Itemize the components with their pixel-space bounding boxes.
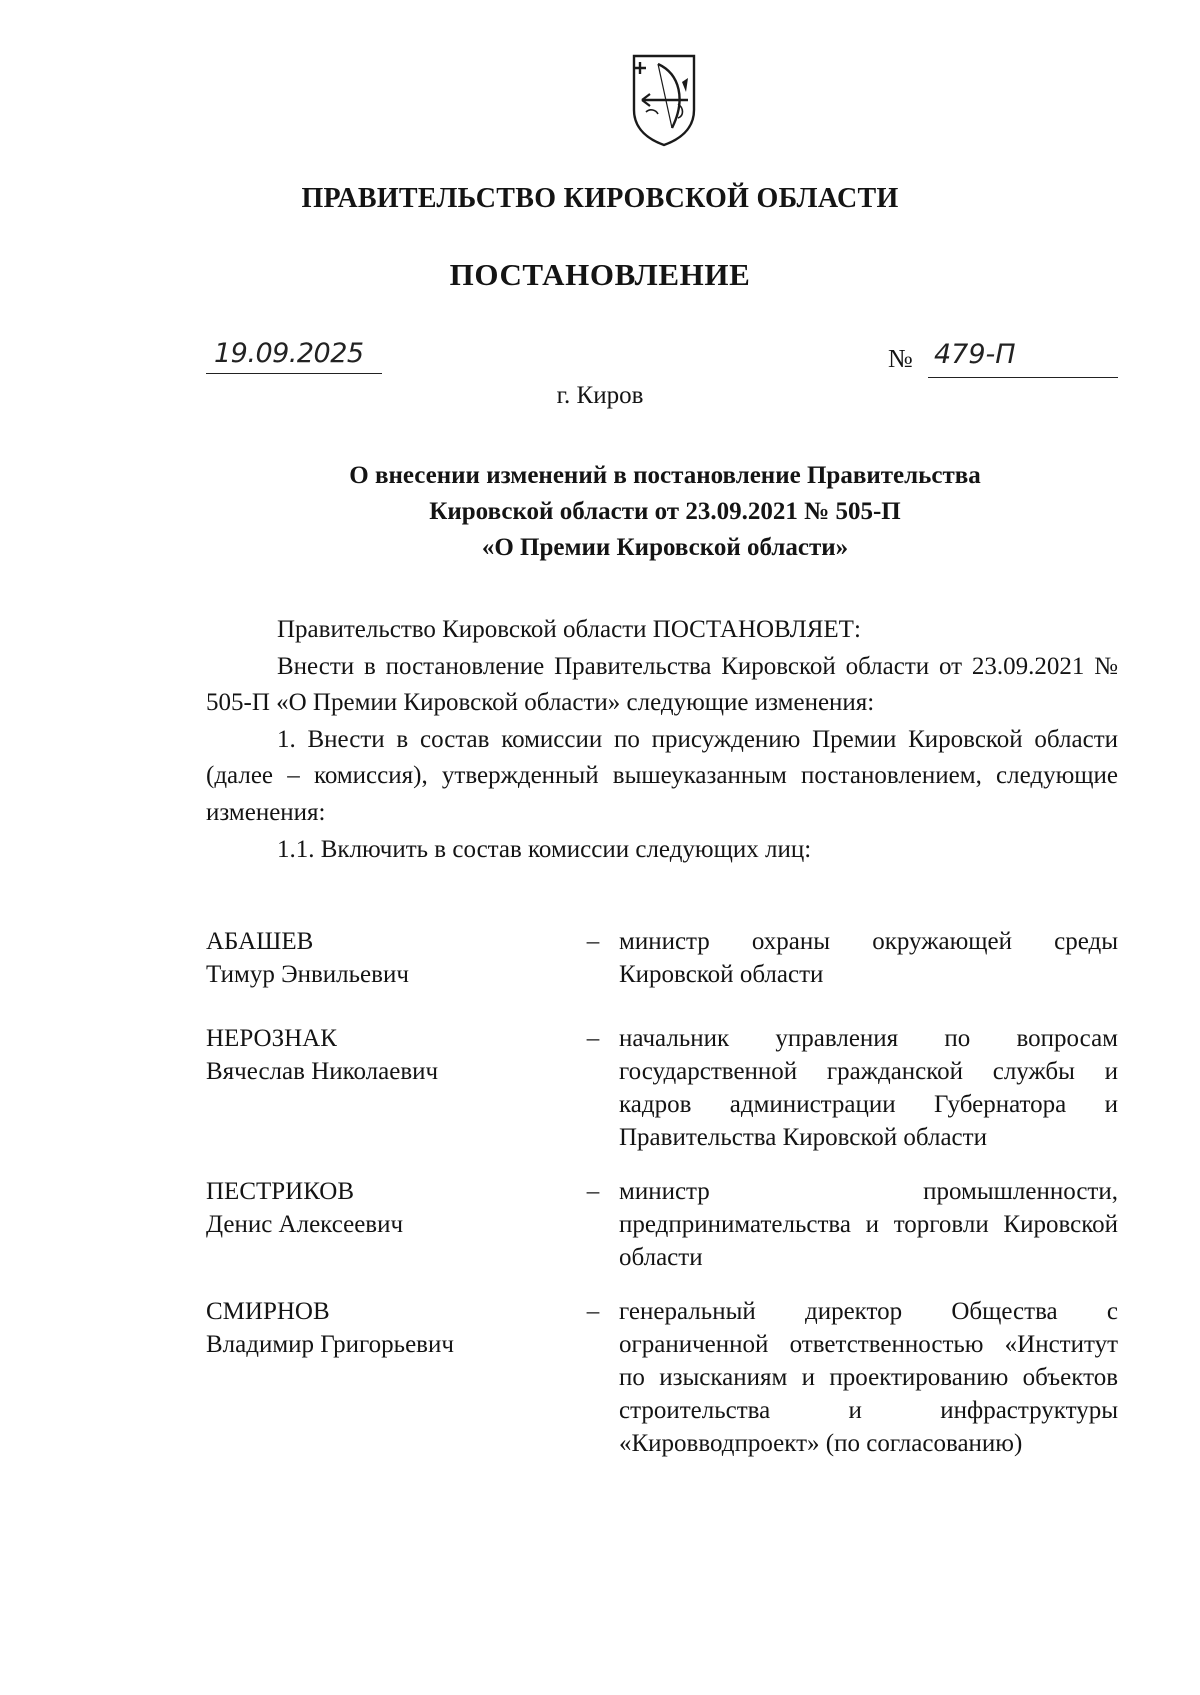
member-given-name: Денис Алексеевич bbox=[206, 1211, 404, 1238]
number-underline bbox=[928, 377, 1118, 378]
member-entry bbox=[206, 1022, 1118, 1175]
document-date bbox=[206, 338, 382, 378]
member-given-name: Тимур Энвильевич bbox=[206, 961, 409, 988]
member-name bbox=[206, 925, 546, 991]
document-type: ПОСТАНОВЛЕНИЕ bbox=[449, 257, 751, 292]
member-dash: – bbox=[586, 1178, 600, 1205]
paragraph-item-1-1: 1.1. Включить в состав комиссии следующих лиц: bbox=[277, 835, 812, 863]
member-name bbox=[206, 1022, 546, 1088]
member-name bbox=[206, 1295, 546, 1361]
member-role: министр охраны окружающей среды Кировской области bbox=[619, 928, 1118, 988]
member-given-name: Владимир Григорьевич bbox=[206, 1331, 454, 1358]
commission-members-list bbox=[206, 925, 1118, 1515]
number-value: 479-П bbox=[934, 339, 1016, 370]
document-body bbox=[206, 612, 1118, 868]
issuing-authority: ПРАВИТЕЛЬСТВО КИРОВСКОЙ ОБЛАСТИ bbox=[301, 183, 899, 214]
date-underline bbox=[206, 373, 382, 374]
title-line-2: Кировской области от 23.09.2021 № 505-П bbox=[429, 498, 901, 525]
member-given-name: Вячеслав Николаевич bbox=[206, 1058, 439, 1085]
member-entry bbox=[206, 1295, 1118, 1515]
member-role: начальник управления по вопросам государственной гражданской службы и кадров администрации Губернатора и Правительства Кировской области bbox=[619, 1025, 1118, 1151]
member-name bbox=[206, 1175, 546, 1241]
member-role: министр промышленности, предпринимательства и торговли Кировской области bbox=[619, 1178, 1118, 1271]
member-surname: НЕРОЗНАК bbox=[206, 1025, 337, 1052]
coat-of-arms-icon bbox=[628, 52, 700, 148]
member-dash: – bbox=[586, 928, 600, 955]
member-surname: СМИРНОВ bbox=[206, 1298, 330, 1325]
document-title bbox=[0, 458, 1200, 566]
date-value: 19.09.2025 bbox=[214, 338, 364, 369]
member-entry bbox=[206, 1175, 1118, 1295]
document-number bbox=[888, 339, 1118, 384]
city: г. Киров bbox=[556, 382, 644, 409]
member-entry bbox=[206, 925, 1118, 1022]
member-dash: – bbox=[586, 1025, 600, 1052]
member-dash: – bbox=[586, 1298, 600, 1325]
member-surname: АБАШЕВ bbox=[206, 928, 314, 955]
paragraph-item-1: 1. Внести в состав комиссии по присуждению Премии Кировской области (далее – комиссия), утвержденный вышеуказанным постановлением, следующие изменения: bbox=[206, 725, 1118, 826]
title-line-3: «О Премии Кировской области» bbox=[481, 534, 849, 561]
title-line-1: О внесении изменений в постановление Правительства bbox=[349, 462, 981, 489]
member-role: генеральный директор Общества с ограниченной ответственностью «Институт по изысканиям и проектированию объектов строительства и инфраструктуры «Кировводпроект» (по согласованию) bbox=[619, 1298, 1118, 1457]
paragraph-decree: Правительство Кировской области ПОСТАНОВЛЯЕТ: bbox=[277, 616, 861, 643]
paragraph-amend: Внести в постановление Правительства Кировской области от 23.09.2021 № 505-П «О Премии Кировской области» следующие изменения: bbox=[206, 652, 1118, 717]
number-sign: № bbox=[888, 344, 913, 373]
member-surname: ПЕСТРИКОВ bbox=[206, 1178, 355, 1205]
